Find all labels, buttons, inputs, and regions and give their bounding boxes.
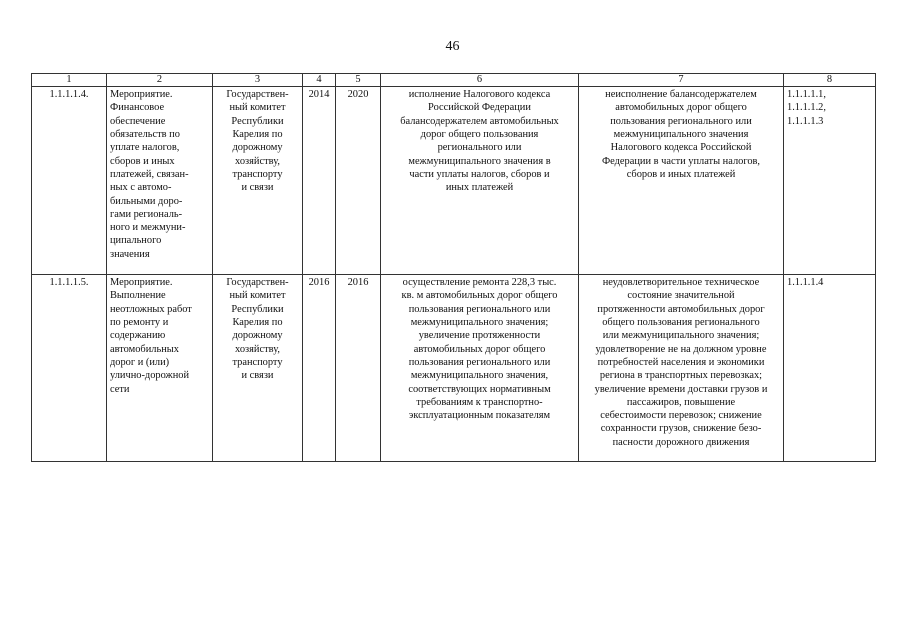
col-header-6: 6 (381, 74, 579, 87)
row-name: Мероприятие. Финансовое обеспечение обязательств по уплате налогов, сборов и иных платежей, связан- ных с автомо- бильными доро- гами региональ- ного и межмуни- ципального значения (107, 87, 213, 275)
row-result: осуществление ремонта 228,3 тыс. кв. м автомобильных дорог общего пользования регионального или межмуниципального значения; увеличение протяженности автомобильных дорог общего пользования регионального или межмуниципального значения, соответствующих нормативным требованиям к транспортно- эксплуатационным показателям (381, 275, 579, 462)
row-start-year: 2014 (303, 87, 336, 275)
row-end-year: 2016 (336, 275, 381, 462)
header-row (32, 74, 876, 87)
col-header-3: 3 (213, 74, 303, 87)
row-result: исполнение Налогового кодекса Российской Федерации балансодержателем автомобильных дорог общего пользования регионального или межмуниципального значения в части уплаты налогов, сборов и иных платежей (381, 87, 579, 275)
row-executor: Государствен- ный комитет Республики Карелия по дорожному хозяйству, транспорту и связи (213, 87, 303, 275)
row-code: 1.1.1.1.5. (32, 275, 107, 462)
col-header-7: 7 (579, 74, 784, 87)
col-header-8: 8 (784, 74, 876, 87)
row-executor: Государствен- ный комитет Республики Карелия по дорожному хозяйству, транспорту и связи (213, 275, 303, 462)
page-number: 46 (445, 39, 460, 54)
table-row (32, 275, 876, 462)
row-links: 1.1.1.1.4 (784, 275, 876, 462)
row-end-year: 2020 (336, 87, 381, 275)
col-header-1: 1 (32, 74, 107, 87)
table-row (32, 87, 876, 275)
program-table (31, 73, 876, 462)
row-consequences: неисполнение балансодержателем автомобильных дорог общего пользования регионального или межмуниципального значения Налогового кодекса Российской Федерации в части уплаты налогов, сборов и иных платежей (579, 87, 784, 275)
col-header-5: 5 (336, 74, 381, 87)
col-header-4: 4 (303, 74, 336, 87)
row-links: 1.1.1.1.1, 1.1.1.1.2, 1.1.1.1.3 (784, 87, 876, 275)
row-name: Мероприятие. Выполнение неотложных работ по ремонту и содержанию автомобильных дорог и (или) улично-дорожной сети (107, 275, 213, 462)
row-consequences: неудовлетворительное техническое состояние значительной протяженности автомобильных дорог общего пользования регионального или межмуниципального значения; удовлетворение не на должном уровне потребностей населения и экономики региона в транспортных перевозках; увеличение времени доставки грузов и пассажиров, повышение себестоимости перевозок; снижение сохранности грузов, снижение безо- пасности дорожного движения (579, 275, 784, 462)
col-header-2: 2 (107, 74, 213, 87)
row-start-year: 2016 (303, 275, 336, 462)
row-code: 1.1.1.1.4. (32, 87, 107, 275)
